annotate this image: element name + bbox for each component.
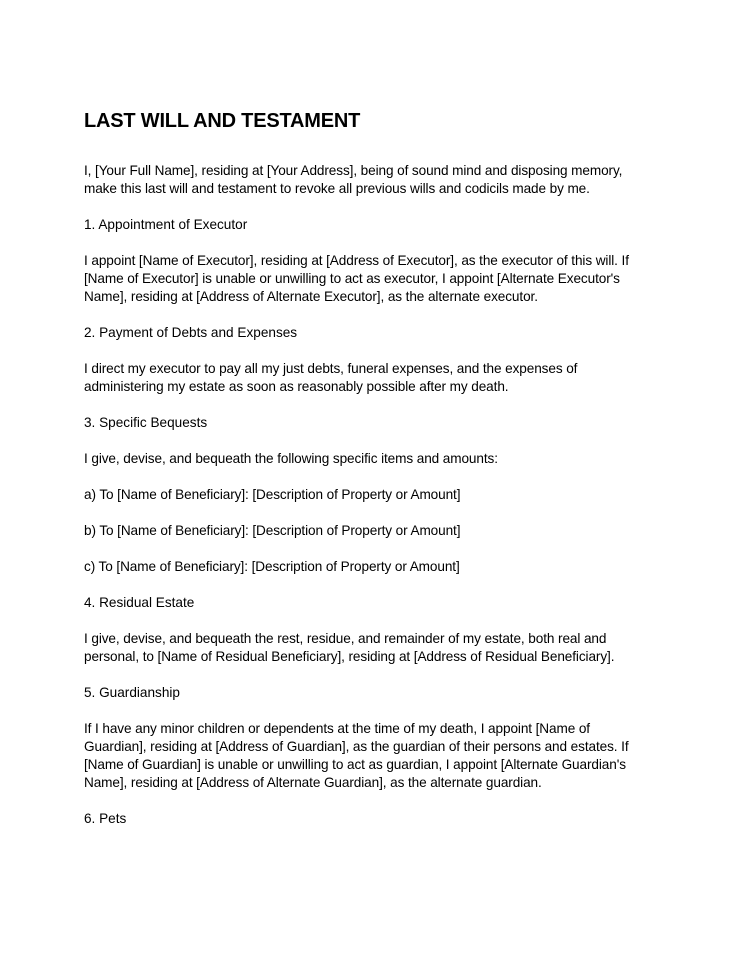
section-heading-pets: 6. Pets (84, 811, 127, 826)
section-text-executor: I appoint [Name of Executor], residing at [Address of Executor], as the executor of this will. If [Name of Executor] is unable or unwilling to act as executor, I appoint [Alternate Executor's Name], residing at [Address of Alternate Executor], as the alternate executor. (84, 253, 629, 304)
intro-paragraph: I, [Your Full Name], residing at [Your Address], being of sound mind and disposing memory, make this last will and testament to revoke all previous wills and codicils made by me. (84, 163, 623, 196)
bequest-item: c) To [Name of Beneficiary]: [Description of Property or Amount] (84, 559, 460, 574)
document-title: LAST WILL AND TESTAMENT (84, 110, 361, 132)
section-heading-executor: 1. Appointment of Executor (84, 217, 248, 232)
bequest-item: b) To [Name of Beneficiary]: [Description of Property or Amount] (84, 523, 461, 538)
section-text-guardianship: If I have any minor children or dependents at the time of my death, I appoint [Name of Guardian], residing at [Address of Guardian], as the guardian of their persons and estates. If [Name of Guardian] is unable or unwilling to act as guardian, I appoint [Alternate Guardian's Name], residing at [Address of Alternate Guardian], as the alternate guardian. (84, 721, 629, 790)
section-heading-residual: 4. Residual Estate (84, 595, 195, 610)
section-text-residual: I give, devise, and bequeath the rest, residue, and remainder of my estate, both real and personal, to [Name of Residual Beneficiary], residing at [Address of Residual Beneficiary]. (84, 631, 615, 664)
section-heading-guardianship: 5. Guardianship (84, 685, 180, 700)
section-heading-bequests: 3. Specific Bequests (84, 415, 208, 430)
bequest-item: a) To [Name of Beneficiary]: [Description of Property or Amount] (84, 487, 461, 502)
document-page (84, 108, 644, 828)
section-heading-debts: 2. Payment of Debts and Expenses (84, 325, 298, 340)
section-text-debts: I direct my executor to pay all my just debts, funeral expenses, and the expenses of administering my estate as soon as reasonably possible after my death. (84, 361, 578, 394)
section-text-bequests: I give, devise, and bequeath the following specific items and amounts: (84, 451, 498, 466)
